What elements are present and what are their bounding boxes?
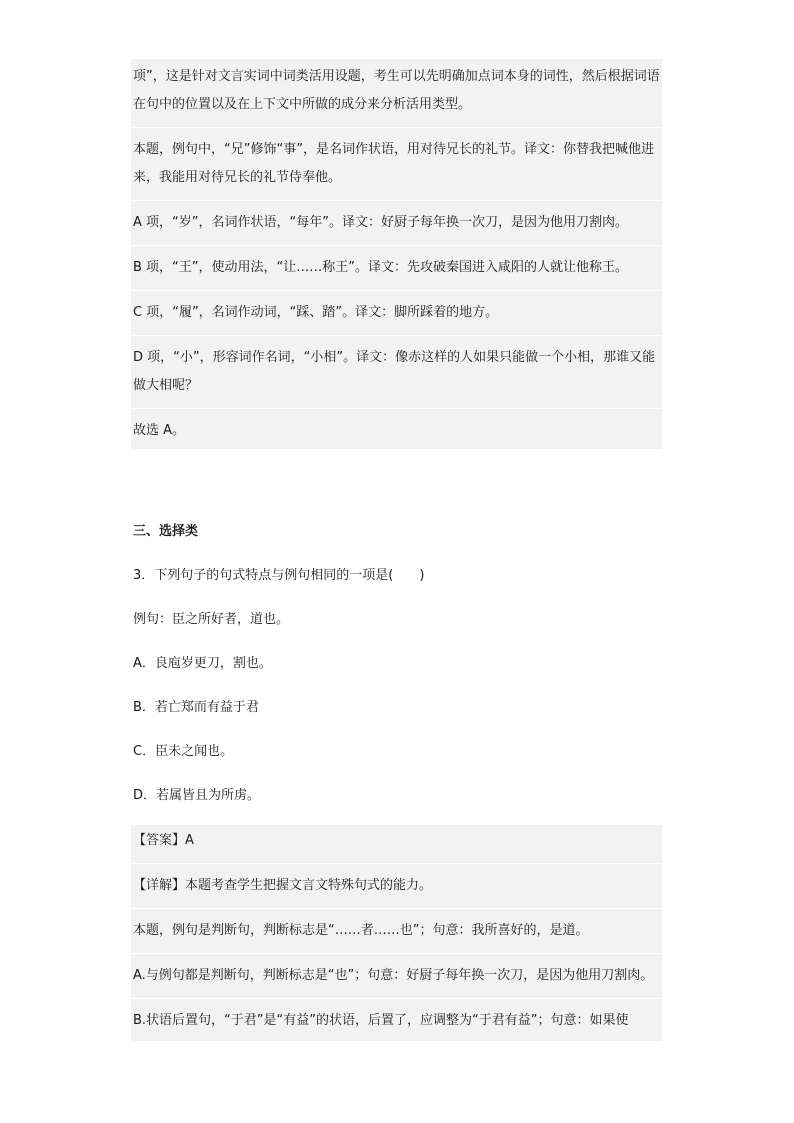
option-analysis-b: B 项，“王”，使动用法，“让……称王”。译文：先攻破秦国进入咸阳的人就让他称王。 (133, 260, 628, 275)
conclusion-text: 故选 A。 (133, 423, 186, 438)
explanation-text: 项”，这是针对文言实词中词类活用设题，考生可以先明确加点词本身的词性，然后根据词语在句中的位置以及在上下文中所做的成分来分析活用类型。 (133, 69, 660, 112)
explanation-block-1 (131, 59, 662, 449)
explanation-text: 本题，例句中，“兄”修饰“事”，是名词作状语，用对待兄长的礼节。译文：你替我把喊他进来，我能用对待兄长的礼节侍奉他。 (133, 142, 654, 185)
detail-option-b: B.状语后置句，“于君”是“有益”的状语，后置了，应调整为“于君有益”；句意：如果使 (133, 1013, 629, 1028)
option-d: D．若属皆且为所虏。 (133, 788, 261, 803)
example-sentence: 例句：臣之所好者，道也。 (133, 612, 290, 627)
option-analysis-a: A 项，“岁”，名词作状语，“每年”。译文：好厨子每年换一次刀，是因为他用刀割肉。 (133, 215, 628, 230)
detail-text: 本题，例句是判断句，判断标志是“……者……也”；句意：我所喜好的，是道。 (133, 923, 589, 938)
question-section (131, 518, 662, 810)
section-title: 三、选择类 (133, 524, 199, 539)
answer-block (131, 825, 662, 1041)
answer-text: 【答案】A (133, 833, 194, 848)
question-stem: 3．下列句子的句式特点与例句相同的一项是( ) (133, 568, 425, 583)
option-a: A．良庖岁更刀，割也。 (133, 656, 272, 671)
option-analysis-c: C 项，“履”，名词作动词，“踩、踏”。译文：脚所踩着的地方。 (133, 305, 499, 320)
detail-option-a: A.与例句都是判断句，判断标志是“也”；句意：好厨子每年换一次刀，是因为他用刀割肉。 (133, 968, 654, 983)
option-c: C．臣未之闻也。 (133, 744, 234, 759)
option-analysis-d: D 项，“小”，形容词作名词，“小相”。译文：像赤这样的人如果只能做一个小相，那谁又能做大相呢？ (133, 350, 656, 393)
option-b: B．若亡郑而有益于君 (133, 700, 259, 715)
detail-heading: 【详解】本题考查学生把握文言文特殊句式的能力。 (133, 878, 433, 893)
